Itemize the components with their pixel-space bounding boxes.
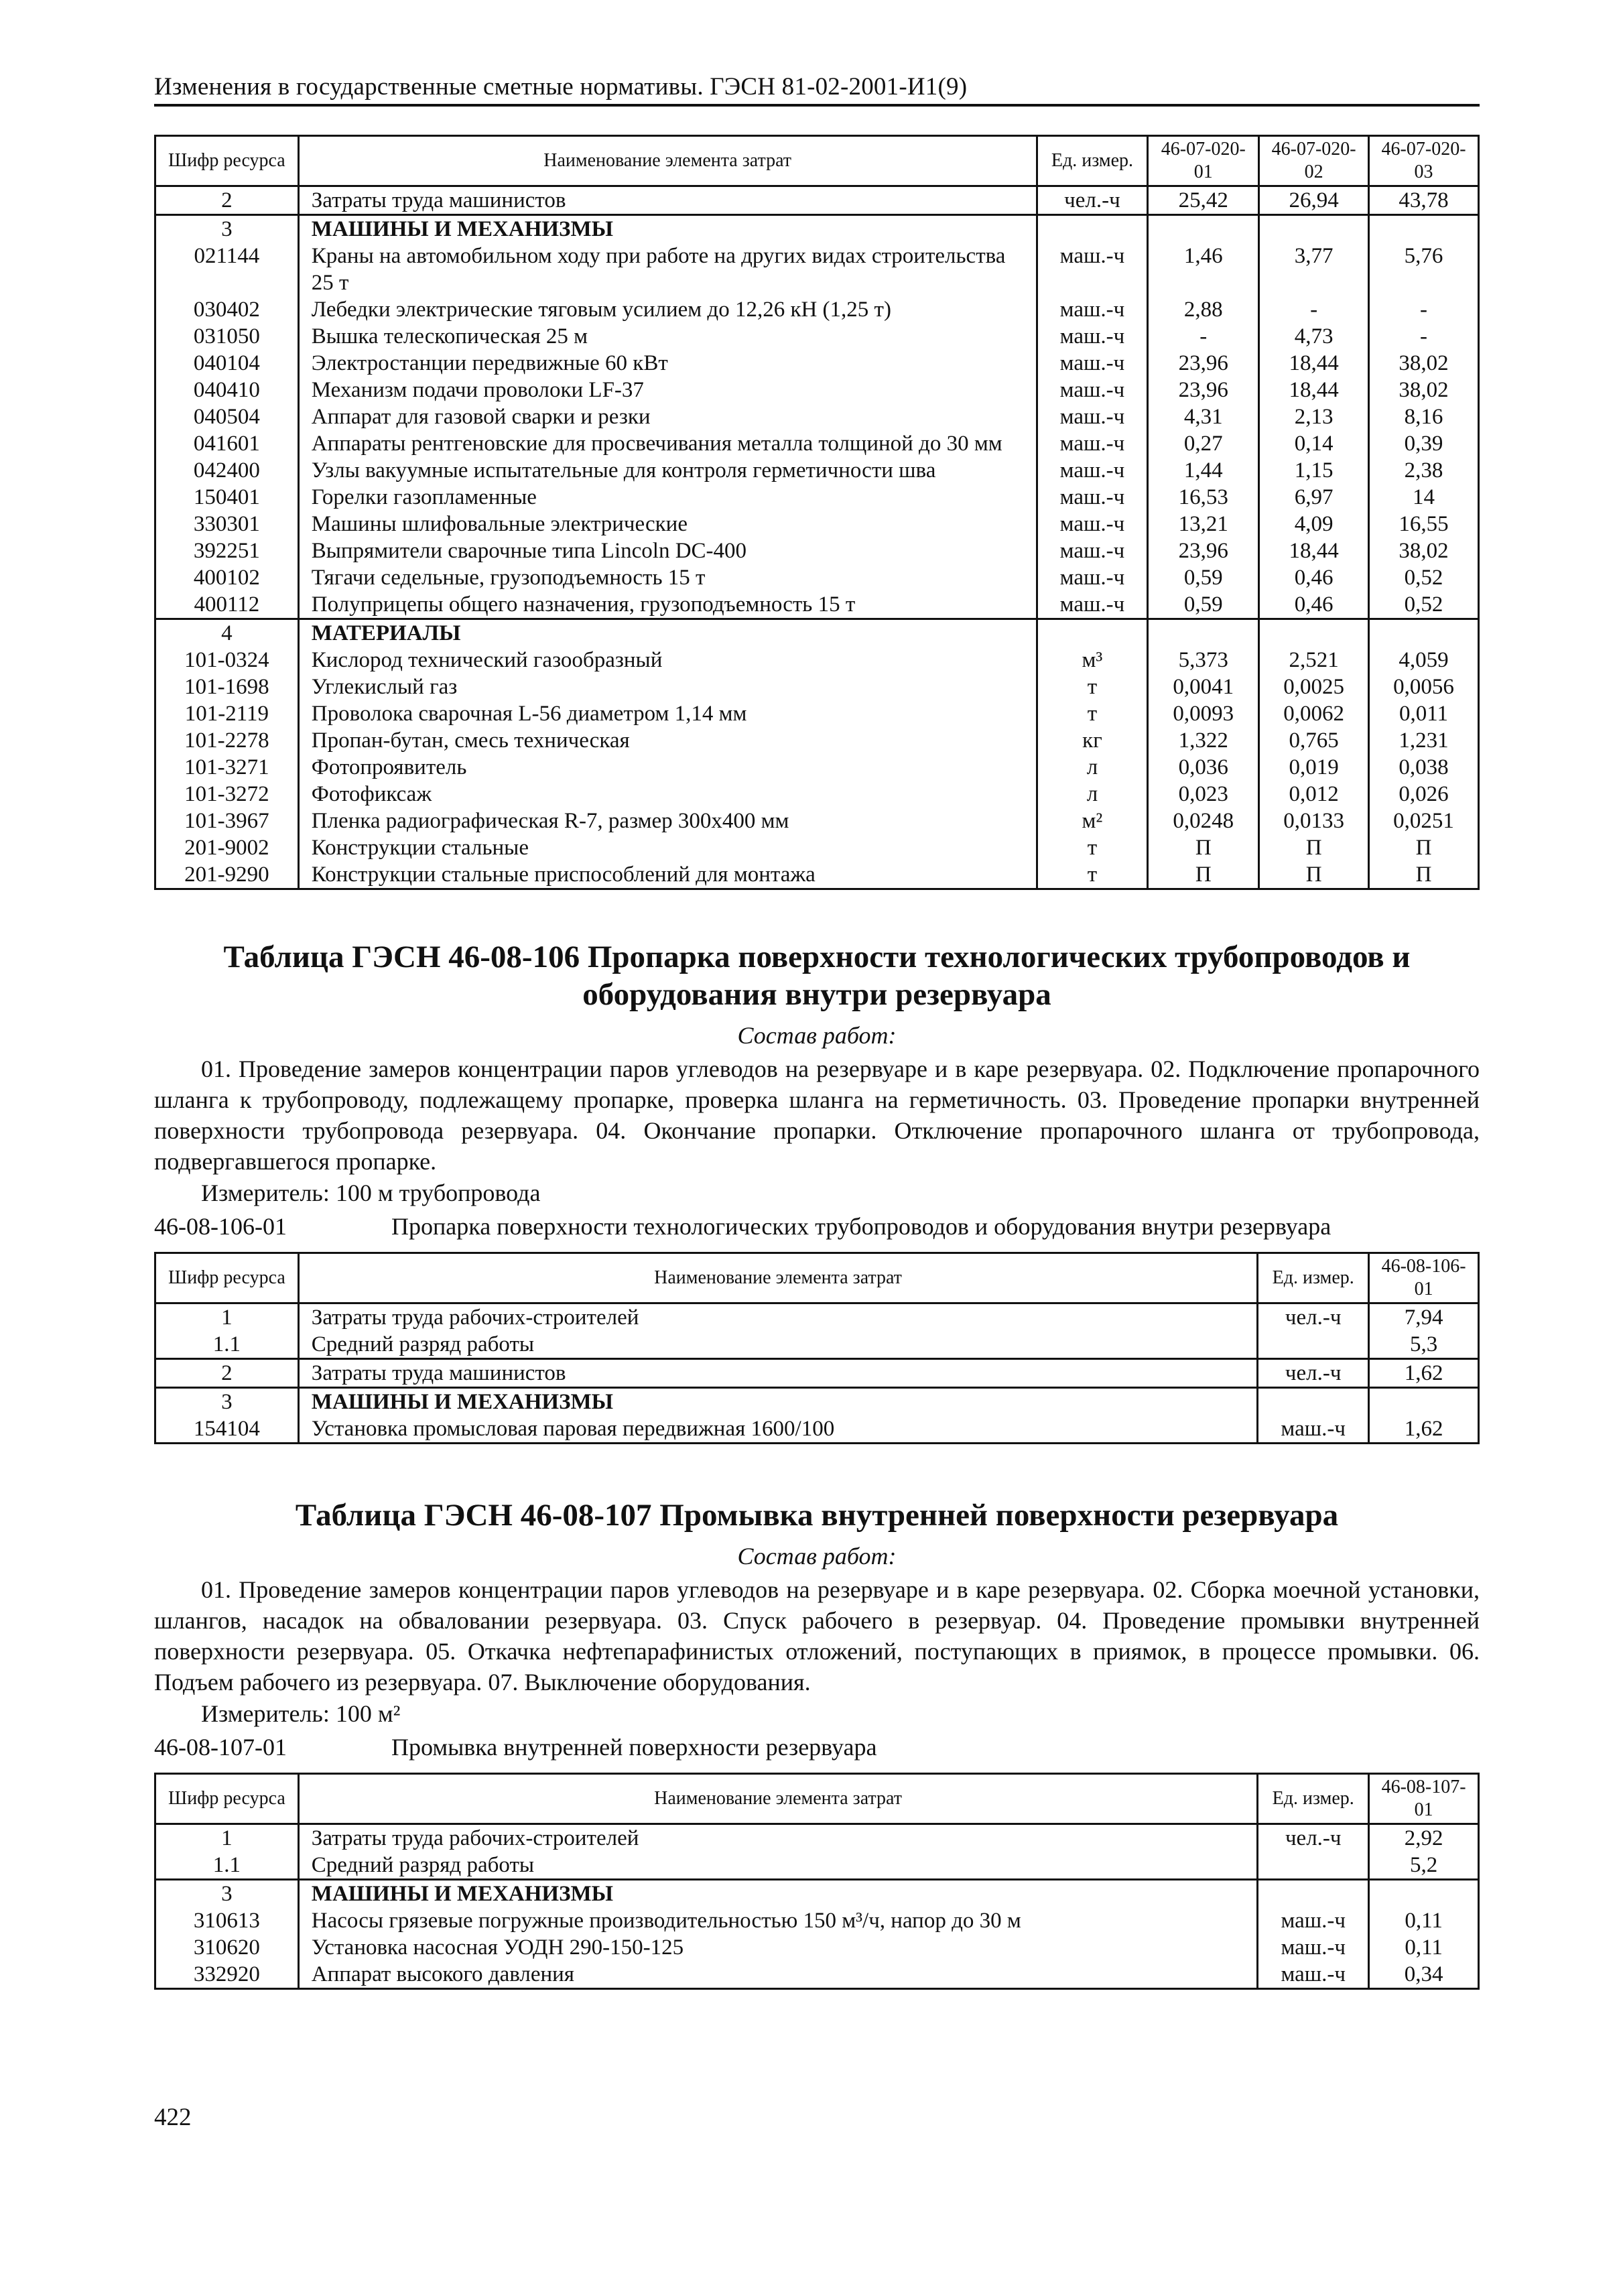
resource-name: Фотофиксаж	[298, 781, 1037, 808]
value-cell: 0,34	[1369, 1961, 1479, 1989]
resource-name: Углекислый газ	[298, 674, 1037, 700]
value-cell: 0,765	[1259, 727, 1369, 754]
value-cell: П	[1259, 834, 1369, 861]
resource-code: 040504	[155, 403, 299, 430]
resource-name: Установка насосная УОДН 290-150-125	[298, 1934, 1258, 1961]
table-row	[155, 323, 1479, 350]
value-cell: -	[1259, 296, 1369, 323]
table-row	[155, 1852, 1479, 1880]
resource-name: Лебедки электрические тяговым усилием до 12,26 кН (1,25 т)	[298, 296, 1037, 323]
resource-name: Конструкции стальные	[298, 834, 1037, 861]
table-body	[155, 186, 1479, 889]
value-cell: 4,09	[1259, 511, 1369, 537]
resource-name: Пленка радиографическая R-7, размер 300х400 мм	[298, 808, 1037, 834]
resource-code: 101-2119	[155, 700, 299, 727]
value-cell: 2,13	[1259, 403, 1369, 430]
unit-cell: маш.-ч	[1258, 1415, 1369, 1444]
resource-name: Аппарат высокого давления	[298, 1961, 1258, 1989]
table-row	[155, 243, 1479, 296]
table-row	[155, 403, 1479, 430]
value-cell: 8,16	[1369, 403, 1479, 430]
resource-code: 310613	[155, 1907, 299, 1934]
value-cell: 1,322	[1148, 727, 1259, 754]
value-cell: 3,77	[1259, 243, 1369, 296]
resource-name: МАШИНЫ И МЕХАНИЗМЫ	[298, 215, 1037, 243]
value-cell: 5,373	[1148, 647, 1259, 674]
value-cell: 0,038	[1369, 754, 1479, 781]
table-row	[155, 1331, 1479, 1359]
resource-name: Аппарат для газовой сварки и резки	[298, 403, 1037, 430]
unit-cell: маш.-ч	[1037, 430, 1148, 457]
table-row	[155, 591, 1479, 619]
value-cell: 0,0093	[1148, 700, 1259, 727]
unit-cell: маш.-ч	[1037, 537, 1148, 564]
table-row	[155, 484, 1479, 511]
table-row	[155, 674, 1479, 700]
value-cell: П	[1369, 834, 1479, 861]
value-cell	[1369, 619, 1479, 647]
composition-text: 01. Проведение замеров концентрации паров углеводов на резервуаре и в каре резервуара. 02. Сборка моечной установки, шлангов, насадок на обваловании резервуара. 03. Спуск рабочего в резервуар. 04. Проведение промывки внутренней поверхности резервуара. 05. Откачка нефтепарафинистых отложений, поступающих в приямок, в процессе промывки. 06. Подъем рабочего из резервуара. 07. Выключение оборудования.	[154, 1576, 1480, 1696]
table-row	[155, 537, 1479, 564]
resource-code: 042400	[155, 457, 299, 484]
unit-cell: маш.-ч	[1037, 323, 1148, 350]
unit-cell: маш.-ч	[1037, 377, 1148, 403]
value-cell: -	[1148, 323, 1259, 350]
resource-code: 392251	[155, 537, 299, 564]
value-cell: 0,026	[1369, 781, 1479, 808]
value-cell: П	[1148, 861, 1259, 889]
resource-code: 040410	[155, 377, 299, 403]
value-cell: 38,02	[1369, 377, 1479, 403]
resource-name: Аппараты рентгеновские для просвечивания металла толщиной до 30 мм	[298, 430, 1037, 457]
value-cell: 1,62	[1369, 1359, 1479, 1388]
value-cell: 0,11	[1369, 1934, 1479, 1961]
table-title: Таблица ГЭСН 46-08-106 Пропарка поверхности технологических трубопроводов и оборудования внутри резервуара	[223, 940, 1411, 1012]
resource-code: 310620	[155, 1934, 299, 1961]
table-row	[155, 754, 1479, 781]
resource-name: Горелки газопламенные	[298, 484, 1037, 511]
col-code-header: Шифр ресурса	[155, 1253, 299, 1303]
value-cell: 23,96	[1148, 537, 1259, 564]
table-row	[155, 296, 1479, 323]
unit-cell	[1258, 1388, 1369, 1416]
resource-code: 1	[155, 1824, 299, 1852]
resource-code: 150401	[155, 484, 299, 511]
unit-cell: маш.-ч	[1037, 350, 1148, 377]
resource-code: 201-9002	[155, 834, 299, 861]
value-cell: 1,62	[1369, 1415, 1479, 1444]
resource-name: Электростанции передвижные 60 кВт	[298, 350, 1037, 377]
document-page	[154, 72, 1480, 1990]
table-row	[155, 700, 1479, 727]
value-cell: 2,92	[1369, 1824, 1479, 1852]
unit-cell: маш.-ч	[1037, 243, 1148, 296]
value-cell: 0,0251	[1369, 808, 1479, 834]
resource-code: 3	[155, 1880, 299, 1908]
resource-code: 1.1	[155, 1852, 299, 1880]
composition-text: 01. Проведение замеров концентрации паров углеводов на резервуаре и в каре резервуара. 02. Подключение пропарочного шланга к трубопроводу, подлежащему пропарке, проверка шланга на герметичность. 03. Проведение пропарки внутренней поверхности трубопровода резервуара. 04. Окончание пропарки. Отключение пропарочного шланга от трубопровода, подвергавшегося пропарке.	[154, 1056, 1480, 1175]
value-cell: 0,0056	[1369, 674, 1479, 700]
unit-cell	[1258, 1852, 1369, 1880]
unit-cell: маш.-ч	[1037, 484, 1148, 511]
resource-name: Затраты труда машинистов	[298, 186, 1037, 215]
value-cell: 0,59	[1148, 564, 1259, 591]
value-cell: 0,023	[1148, 781, 1259, 808]
table-row	[155, 186, 1479, 215]
unit-cell: маш.-ч	[1037, 296, 1148, 323]
table-row	[155, 619, 1479, 647]
unit-cell: маш.-ч	[1037, 591, 1148, 619]
composition-label: Состав работ:	[737, 1543, 897, 1570]
col-name-header: Наименование элемента затрат	[298, 1253, 1257, 1303]
value-cell: П	[1259, 861, 1369, 889]
table-row	[155, 1824, 1479, 1852]
value-cell: 2,88	[1148, 296, 1259, 323]
resource-name: Установка промысловая паровая передвижная 1600/100	[298, 1415, 1257, 1444]
running-header: Изменения в государственные сметные нормативы. ГЭСН 81-02-2001-И1(9)	[154, 72, 1480, 107]
resource-name: Узлы вакуумные испытательные для контроля герметичности шва	[298, 457, 1037, 484]
table-row	[155, 808, 1479, 834]
unit-cell: кг	[1037, 727, 1148, 754]
value-cell: 0,52	[1369, 591, 1479, 619]
value-cell: 1,46	[1148, 243, 1259, 296]
col-code-header: Шифр ресурса	[155, 1774, 299, 1824]
resource-code: 2	[155, 1359, 299, 1388]
resource-code: 101-1698	[155, 674, 299, 700]
col-unit-header: Ед. измер.	[1258, 1253, 1369, 1303]
value-cell: 4,31	[1148, 403, 1259, 430]
resource-name: Затраты труда рабочих-строителей	[298, 1824, 1258, 1852]
resource-code: 030402	[155, 296, 299, 323]
resource-name: Вышка телескопическая 25 м	[298, 323, 1037, 350]
value-cell: 2,521	[1259, 647, 1369, 674]
resource-code: 154104	[155, 1415, 299, 1444]
resource-name: Пропан-бутан, смесь техническая	[298, 727, 1037, 754]
col-code-header: Шифр ресурса	[155, 136, 299, 186]
resource-name: Затраты труда рабочих-строителей	[298, 1303, 1257, 1332]
unit-cell: маш.-ч	[1258, 1961, 1369, 1989]
value-cell: 14	[1369, 484, 1479, 511]
resource-code: 332920	[155, 1961, 299, 1989]
table-row	[155, 1880, 1479, 1908]
value-cell	[1259, 619, 1369, 647]
unit-cell	[1037, 619, 1148, 647]
value-cell: 2,38	[1369, 457, 1479, 484]
composition-label: Состав работ:	[737, 1022, 897, 1049]
value-cell: 1,231	[1369, 727, 1479, 754]
unit-cell: чел.-ч	[1258, 1303, 1369, 1332]
norm-name: Промывка внутренней поверхности резервуара	[391, 1734, 877, 1761]
value-cell: 0,0133	[1259, 808, 1369, 834]
resource-code: 101-3271	[155, 754, 299, 781]
page-number: 422	[154, 2104, 192, 2131]
table-row	[155, 781, 1479, 808]
value-cell: 23,96	[1148, 350, 1259, 377]
value-cell: 38,02	[1369, 350, 1479, 377]
resource-code: 101-2278	[155, 727, 299, 754]
value-cell: -	[1369, 296, 1479, 323]
value-cell: -	[1369, 323, 1479, 350]
resource-name: Средний разряд работы	[298, 1852, 1258, 1880]
value-cell: 6,97	[1259, 484, 1369, 511]
value-cell	[1148, 215, 1259, 243]
table-header-row	[155, 1774, 1479, 1824]
resource-code: 400102	[155, 564, 299, 591]
table-row	[155, 1388, 1479, 1416]
table-body	[155, 1824, 1479, 1989]
unit-cell: чел.-ч	[1258, 1824, 1369, 1852]
norm-line	[154, 1730, 1480, 1765]
resource-code: 101-0324	[155, 647, 299, 674]
resource-name: Механизм подачи проволоки LF-37	[298, 377, 1037, 403]
measurement-unit: Измеритель: 100 м трубопровода	[201, 1179, 541, 1206]
value-cell: 26,94	[1259, 186, 1369, 215]
table-body	[155, 1303, 1479, 1444]
value-cell: 0,14	[1259, 430, 1369, 457]
col-norm-header: 46-07-020-02	[1259, 136, 1369, 186]
resource-code: 040104	[155, 350, 299, 377]
value-cell: 16,53	[1148, 484, 1259, 511]
value-cell: 18,44	[1259, 377, 1369, 403]
table-header-row	[155, 136, 1479, 186]
value-cell: 25,42	[1148, 186, 1259, 215]
table-row	[155, 430, 1479, 457]
resource-name: Средний разряд работы	[298, 1331, 1257, 1359]
resource-table-46-08-107	[154, 1773, 1480, 1990]
value-cell: 0,39	[1369, 430, 1479, 457]
resource-code: 201-9290	[155, 861, 299, 889]
resource-name: Выпрямители сварочные типа Lincoln DC-400	[298, 537, 1037, 564]
value-cell: 4,73	[1259, 323, 1369, 350]
resource-table-46-07-020	[154, 135, 1480, 890]
value-cell: 5,2	[1369, 1852, 1479, 1880]
col-name-header: Наименование элемента затрат	[298, 1774, 1258, 1824]
value-cell: 5,76	[1369, 243, 1479, 296]
col-norm-header: 46-07-020-01	[1148, 136, 1259, 186]
unit-cell: маш.-ч	[1037, 403, 1148, 430]
resource-code: 3	[155, 215, 299, 243]
value-cell: 0,46	[1259, 564, 1369, 591]
unit-cell: л	[1037, 781, 1148, 808]
col-norm-header: 46-07-020-03	[1369, 136, 1479, 186]
value-cell: 16,55	[1369, 511, 1479, 537]
unit-cell: л	[1037, 754, 1148, 781]
resource-code: 041601	[155, 430, 299, 457]
col-norm-header: 46-08-107-01	[1369, 1774, 1479, 1824]
resource-code: 101-3967	[155, 808, 299, 834]
norm-name: Пропарка поверхности технологических трубопроводов и оборудования внутри резервуара	[391, 1213, 1332, 1240]
resource-table-46-08-106	[154, 1252, 1480, 1444]
table-row	[155, 457, 1479, 484]
value-cell: 0,46	[1259, 591, 1369, 619]
value-cell: 18,44	[1259, 537, 1369, 564]
value-cell: 23,96	[1148, 377, 1259, 403]
unit-cell: маш.-ч	[1037, 511, 1148, 537]
value-cell: 1,15	[1259, 457, 1369, 484]
col-unit-header: Ед. измер.	[1037, 136, 1148, 186]
unit-cell: маш.-ч	[1037, 457, 1148, 484]
value-cell: 0,011	[1369, 700, 1479, 727]
norm-line	[154, 1209, 1480, 1244]
value-cell: 7,94	[1369, 1303, 1479, 1332]
unit-cell	[1037, 215, 1148, 243]
resource-name: МАШИНЫ И МЕХАНИЗМЫ	[298, 1388, 1257, 1416]
table-row	[155, 215, 1479, 243]
norm-code: 46-08-107-01	[154, 1734, 287, 1761]
unit-cell: чел.-ч	[1258, 1359, 1369, 1388]
norm-code: 46-08-106-01	[154, 1213, 287, 1240]
resource-name: Машины шлифовальные электрические	[298, 511, 1037, 537]
table-row	[155, 1303, 1479, 1332]
value-cell: 18,44	[1259, 350, 1369, 377]
resource-code: 1	[155, 1303, 299, 1332]
unit-cell: маш.-ч	[1037, 564, 1148, 591]
unit-cell: чел.-ч	[1037, 186, 1148, 215]
unit-cell: м²	[1037, 808, 1148, 834]
value-cell: 0,0062	[1259, 700, 1369, 727]
resource-code: 3	[155, 1388, 299, 1416]
table-row	[155, 511, 1479, 537]
resource-name: Затраты труда машинистов	[298, 1359, 1257, 1388]
resource-name: Кислород технический газообразный	[298, 647, 1037, 674]
table-row	[155, 350, 1479, 377]
value-cell	[1369, 215, 1479, 243]
table-row	[155, 647, 1479, 674]
resource-name: МАШИНЫ И МЕХАНИЗМЫ	[298, 1880, 1258, 1908]
table-row	[155, 1359, 1479, 1388]
table-row	[155, 834, 1479, 861]
measurement-unit: Измеритель: 100 м²	[201, 1700, 401, 1727]
table-header-row	[155, 1253, 1479, 1303]
value-cell: 0,59	[1148, 591, 1259, 619]
value-cell: 5,3	[1369, 1331, 1479, 1359]
table-row	[155, 1934, 1479, 1961]
value-cell: 38,02	[1369, 537, 1479, 564]
value-cell	[1369, 1388, 1479, 1416]
value-cell: 13,21	[1148, 511, 1259, 537]
value-cell: 0,012	[1259, 781, 1369, 808]
value-cell	[1148, 619, 1259, 647]
unit-cell: маш.-ч	[1258, 1934, 1369, 1961]
unit-cell	[1258, 1331, 1369, 1359]
value-cell: 0,27	[1148, 430, 1259, 457]
resource-code: 101-3272	[155, 781, 299, 808]
resource-code: 330301	[155, 511, 299, 537]
unit-cell: т	[1037, 834, 1148, 861]
resource-code: 4	[155, 619, 299, 647]
value-cell: 0,0025	[1259, 674, 1369, 700]
col-norm-header: 46-08-106-01	[1369, 1253, 1479, 1303]
value-cell: П	[1148, 834, 1259, 861]
value-cell: 43,78	[1369, 186, 1479, 215]
resource-code: 2	[155, 186, 299, 215]
table-row	[155, 1907, 1479, 1934]
value-cell: 0,52	[1369, 564, 1479, 591]
unit-cell: маш.-ч	[1258, 1907, 1369, 1934]
value-cell	[1369, 1880, 1479, 1908]
value-cell	[1259, 215, 1369, 243]
resource-code: 1.1	[155, 1331, 299, 1359]
table-row	[155, 1961, 1479, 1989]
value-cell: 0,0248	[1148, 808, 1259, 834]
resource-code: 021144	[155, 243, 299, 296]
value-cell: 0,0041	[1148, 674, 1259, 700]
resource-name: Краны на автомобильном ходу при работе на других видах строительства 25 т	[298, 243, 1037, 296]
resource-code: 031050	[155, 323, 299, 350]
value-cell: 0,036	[1148, 754, 1259, 781]
value-cell: 0,11	[1369, 1907, 1479, 1934]
table-row	[155, 1415, 1479, 1444]
col-unit-header: Ед. измер.	[1258, 1774, 1369, 1824]
unit-cell: т	[1037, 700, 1148, 727]
resource-name: Фотопроявитель	[298, 754, 1037, 781]
table-row	[155, 861, 1479, 889]
value-cell: П	[1369, 861, 1479, 889]
value-cell: 1,44	[1148, 457, 1259, 484]
value-cell: 0,019	[1259, 754, 1369, 781]
unit-cell	[1258, 1880, 1369, 1908]
value-cell: 4,059	[1369, 647, 1479, 674]
unit-cell: т	[1037, 674, 1148, 700]
resource-code: 400112	[155, 591, 299, 619]
table-row	[155, 564, 1479, 591]
table-title: Таблица ГЭСН 46-08-107 Промывка внутренней поверхности резервуара	[295, 1498, 1339, 1533]
unit-cell: м³	[1037, 647, 1148, 674]
resource-name: Проволока сварочная L-56 диаметром 1,14 мм	[298, 700, 1037, 727]
table-row	[155, 727, 1479, 754]
resource-name: Тягачи седельные, грузоподъемность 15 т	[298, 564, 1037, 591]
unit-cell: т	[1037, 861, 1148, 889]
resource-name: Конструкции стальные приспособлений для монтажа	[298, 861, 1037, 889]
resource-name: Полуприцепы общего назначения, грузоподъемность 15 т	[298, 591, 1037, 619]
resource-name: Насосы грязевые погружные производительностью 150 м³/ч, напор до 30 м	[298, 1907, 1258, 1934]
col-name-header: Наименование элемента затрат	[298, 136, 1037, 186]
resource-name: МАТЕРИАЛЫ	[298, 619, 1037, 647]
table-row	[155, 377, 1479, 403]
